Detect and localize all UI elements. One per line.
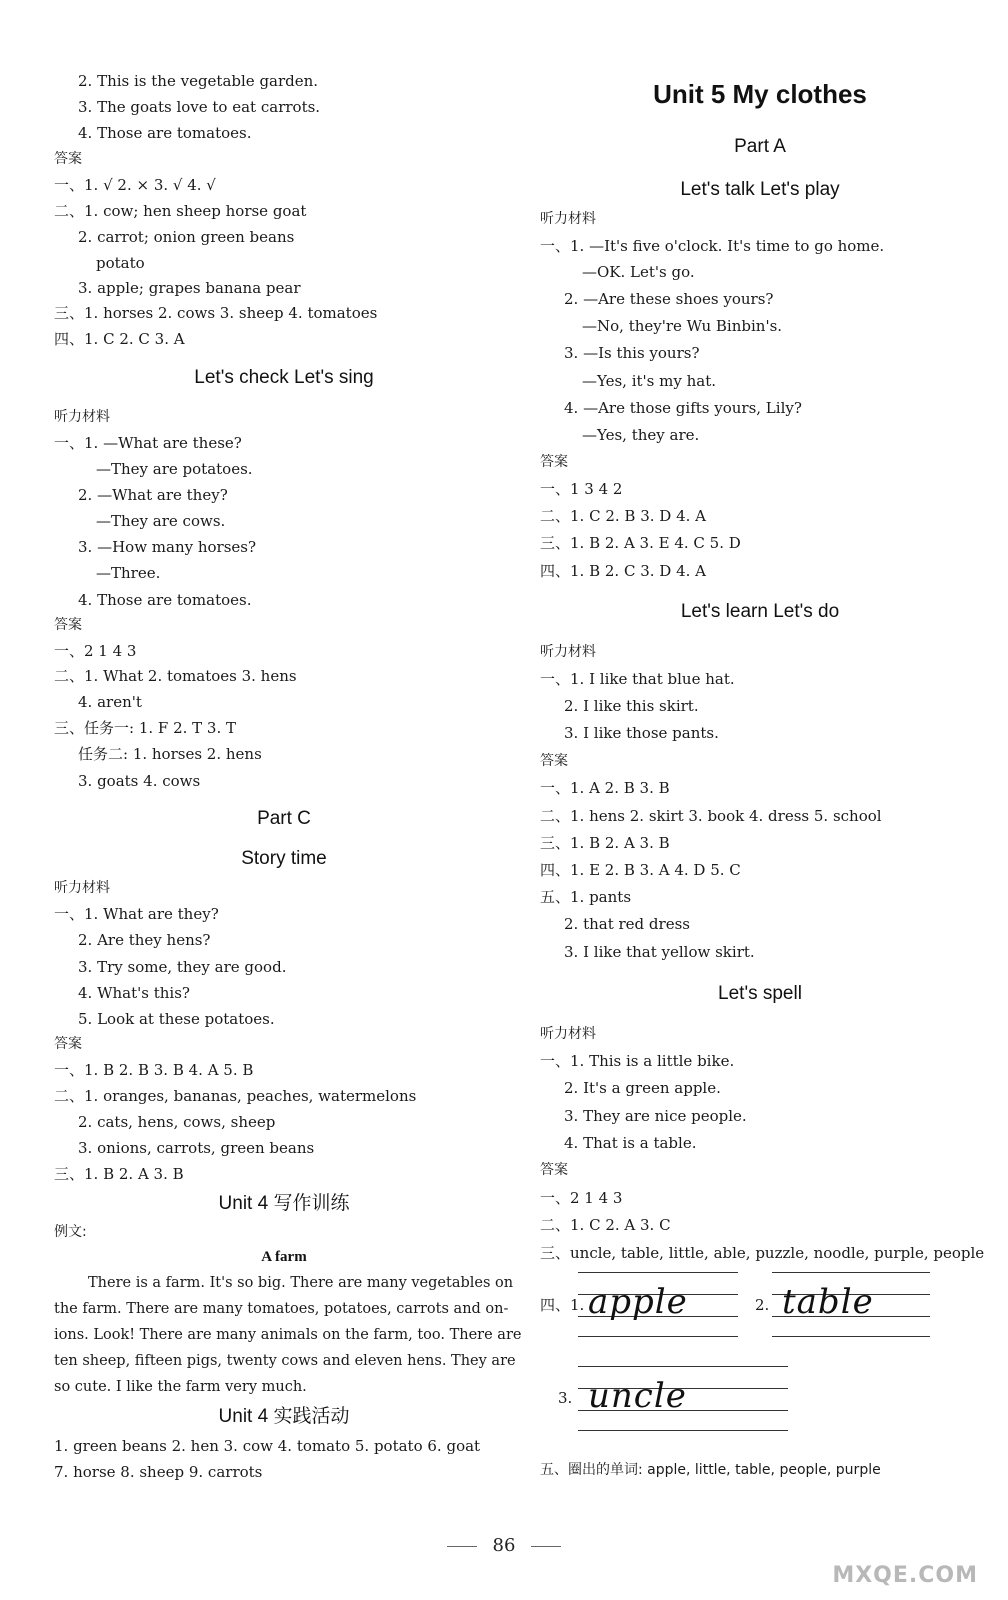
listening-line: —No, they're Wu Binbin's. (582, 317, 783, 335)
answer-line: 五、1. pants (540, 888, 632, 906)
guide-line (578, 1336, 738, 1337)
section-heading: Part A (734, 136, 786, 157)
unit-title: Unit 5 My clothes (653, 79, 867, 109)
answer-line: 一、2 1 4 3 (540, 1189, 623, 1207)
answer-line: 四、1. E 2. B 3. A 4. D 5. C (540, 861, 741, 879)
page-number (0, 1535, 1008, 1556)
section-heading: Let's talk Let's play (680, 179, 840, 200)
listening-line: 4. Those are tomatoes. (78, 591, 252, 609)
answer-line: 3. onions, carrots, green beans (78, 1139, 315, 1157)
listening-line: —Three. (96, 564, 161, 582)
answer-line: 2. carrot; onion green beans (78, 228, 295, 246)
listening-line: —They are cows. (96, 512, 226, 530)
page-number-text: 86 (492, 1535, 516, 1556)
answers-label: 答案 (540, 753, 568, 769)
guide-line (578, 1272, 738, 1273)
answer-line: 一、1. √ 2. × 3. √ 4. √ (54, 176, 216, 194)
listening-label: 听力材料 (54, 409, 110, 425)
answer-line: 一、1 3 4 2 (540, 480, 623, 498)
answer-line: 一、1. B 2. B 3. B 4. A 5. B (54, 1061, 254, 1079)
listening-line: 一、1. —What are these? (54, 434, 242, 452)
answer-line: 二、1. C 2. B 3. D 4. A (540, 507, 706, 525)
handwritten-word: apple (588, 1282, 688, 1322)
listening-line: 2. Are they hens? (78, 931, 211, 949)
circled-words-line: 五、圈出的单词: apple, little, table, people, purple (540, 1462, 881, 1478)
handwriting-lines-2 (772, 1268, 930, 1338)
answer-line: 2. cats, hens, cows, sheep (78, 1113, 276, 1131)
answer-line: 三、1. B 2. A 3. B (540, 834, 670, 852)
handwriting-lines-1 (578, 1268, 738, 1338)
handwriting-lines-3 (578, 1362, 788, 1432)
essay-title: A farm (261, 1249, 307, 1265)
listening-line: 一、1. —It's five o'clock. It's time to go home. (540, 237, 885, 255)
answer-line: potato (96, 254, 145, 272)
answer-line: 二、1. oranges, bananas, peaches, watermelons (54, 1087, 417, 1105)
answers-label: 答案 (54, 617, 82, 633)
answer-line: 四、1. C 2. C 3. A (54, 330, 185, 348)
listening-line: 一、1. What are they? (54, 905, 219, 923)
listening-line: 2. —Are these shoes yours? (564, 290, 774, 308)
listening-line: 3. They are nice people. (564, 1107, 747, 1125)
listening-line: 3. Try some, they are good. (78, 958, 287, 976)
answer-line: 三、1. horses 2. cows 3. sheep 4. tomatoes (54, 304, 378, 322)
listening-line: 2. It's a green apple. (564, 1079, 721, 1097)
answer-line: 3. apple; grapes banana pear (78, 279, 301, 297)
listening-line: 4. What's this? (78, 984, 190, 1002)
answer-line: 三、任务一: 1. F 2. T 3. T (54, 719, 237, 737)
answer-line: 一、2 1 4 3 (54, 642, 137, 660)
answer-line: 三、1. B 2. A 3. E 4. C 5. D (540, 534, 741, 552)
handwritten-word: uncle (588, 1376, 687, 1416)
text-line: 3. The goats love to eat carrots. (78, 98, 321, 116)
handwriting-label: 2. (755, 1296, 770, 1314)
answer-line: 二、1. cow; hen sheep horse goat (54, 202, 307, 220)
listening-line: 3. I like those pants. (564, 724, 719, 742)
listening-line: —They are potatoes. (96, 460, 253, 478)
answers-label: 答案 (54, 1036, 82, 1052)
dash-left (447, 1546, 477, 1547)
practice-line: 7. horse 8. sheep 9. carrots (54, 1463, 263, 1481)
section-heading: Let's learn Let's do (680, 601, 840, 622)
section-heading: Story time (241, 848, 327, 869)
listening-label: 听力材料 (54, 880, 110, 896)
answer-line: 二、1. hens 2. skirt 3. book 4. dress 5. school (540, 807, 882, 825)
example-label: 例文: (54, 1224, 87, 1240)
answer-line: 任务二: 1. horses 2. hens (78, 745, 262, 763)
listening-line: —Yes, they are. (582, 426, 700, 444)
essay-line: so cute. I like the farm very much. (54, 1379, 307, 1395)
section-heading: Unit 4 实践活动 (218, 1406, 350, 1427)
answer-line: 4. aren't (78, 693, 142, 711)
answer-line: 三、1. B 2. A 3. B (54, 1165, 184, 1183)
guide-line (578, 1366, 788, 1367)
answer-line: 二、1. What 2. tomatoes 3. hens (54, 667, 297, 685)
guide-line (772, 1272, 930, 1273)
listening-line: 4. —Are those gifts yours, Lily? (564, 399, 802, 417)
essay-line: ions. Look! There are many animals on the farm, too. There are (54, 1327, 522, 1343)
listening-label: 听力材料 (540, 211, 596, 227)
listening-line: 一、1. This is a little bike. (540, 1052, 735, 1070)
essay-line: There is a farm. It's so big. There are many vegetables on (88, 1275, 514, 1291)
listening-label: 听力材料 (540, 644, 596, 660)
section-heading: Let's spell (718, 983, 802, 1004)
dash-right (531, 1546, 561, 1547)
answer-line: 四、1. B 2. C 3. D 4. A (540, 562, 706, 580)
answers-label: 答案 (540, 454, 568, 470)
essay-line: the farm. There are many tomatoes, potatoes, carrots and on- (54, 1301, 509, 1317)
watermark: MXQE.COM (832, 1563, 978, 1588)
listening-line: 4. That is a table. (564, 1134, 697, 1152)
practice-line: 1. green beans 2. hen 3. cow 4. tomato 5. potato 6. goat (54, 1437, 481, 1455)
handwriting-label: 四、1. (540, 1296, 585, 1314)
listening-line: 2. I like this skirt. (564, 697, 699, 715)
listening-line: —Yes, it's my hat. (582, 372, 716, 390)
handwritten-word: table (782, 1282, 874, 1322)
guide-line (772, 1336, 930, 1337)
section-heading: Let's check Let's sing (194, 367, 374, 388)
answer-line: 一、1. A 2. B 3. B (540, 779, 670, 797)
essay-line: ten sheep, fifteen pigs, twenty cows and eleven hens. They are (54, 1353, 516, 1369)
listening-line: 3. —How many horses? (78, 538, 257, 556)
handwriting-label: 3. (558, 1389, 573, 1407)
listening-line: —OK. Let's go. (582, 263, 695, 281)
section-heading: Part C (257, 808, 311, 829)
answer-line: 2. that red dress (564, 915, 690, 933)
answer-line: 二、1. C 2. A 3. C (540, 1216, 671, 1234)
listening-line: 一、1. I like that blue hat. (540, 670, 735, 688)
answers-label: 答案 (54, 151, 82, 167)
listening-line: 5. Look at these potatoes. (78, 1010, 275, 1028)
guide-line (578, 1430, 788, 1431)
listening-label: 听力材料 (540, 1026, 596, 1042)
answer-line: 3. I like that yellow skirt. (564, 943, 755, 961)
section-heading: Unit 4 写作训练 (218, 1193, 350, 1214)
text-line: 4. Those are tomatoes. (78, 124, 252, 142)
text-line: 2. This is the vegetable garden. (78, 72, 319, 90)
answers-label: 答案 (540, 1162, 568, 1178)
listening-line: 2. —What are they? (78, 486, 228, 504)
listening-line: 3. —Is this yours? (564, 344, 700, 362)
answer-line: 3. goats 4. cows (78, 772, 201, 790)
answer-line: 三、uncle, table, little, able, puzzle, noodle, purple, people (540, 1244, 985, 1262)
